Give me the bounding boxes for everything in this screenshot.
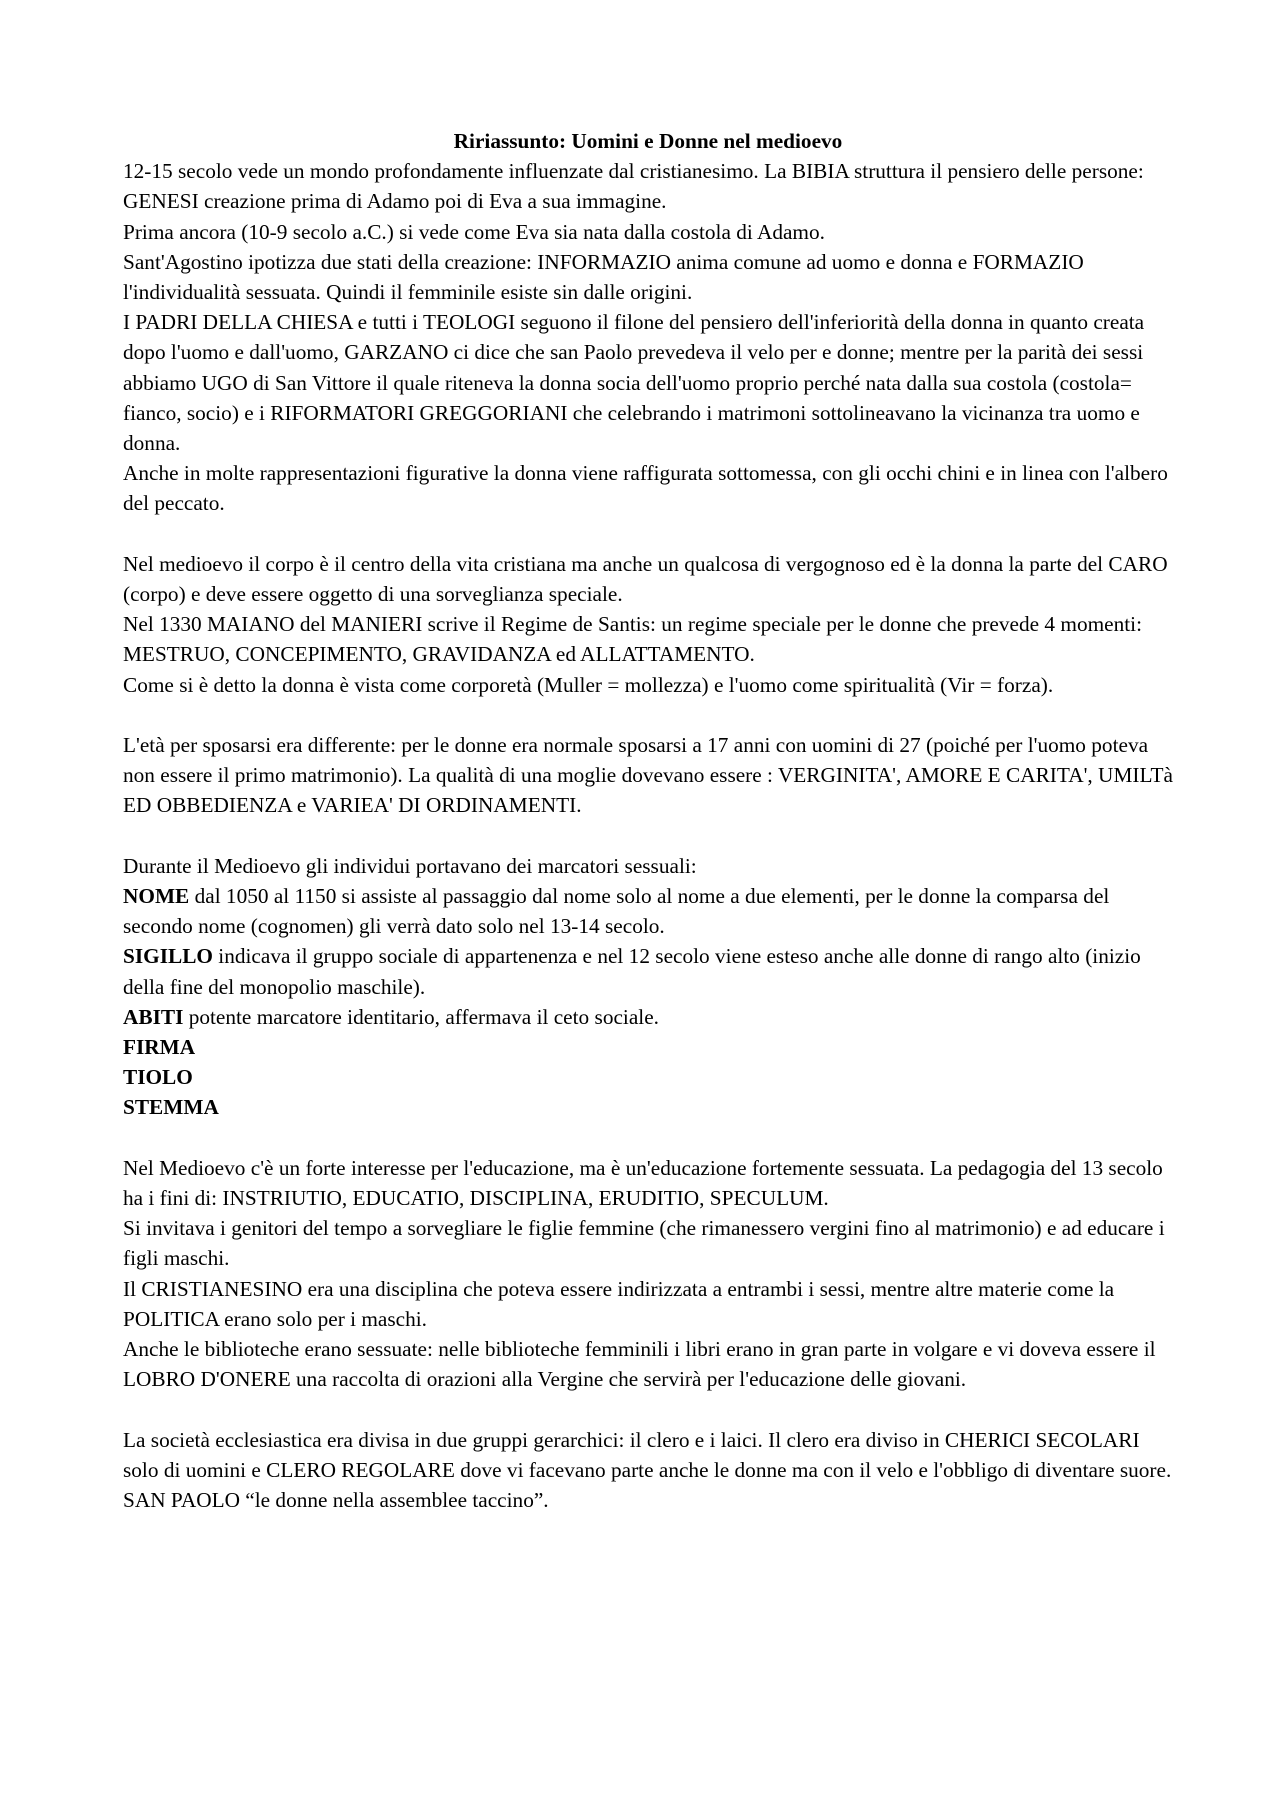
marker-item <box>123 941 1173 1001</box>
paragraph: Anche in molte rappresentazioni figurative la donna viene raffigurata sottomessa, con gli occhi chini e in linea con l'albero del peccato. <box>123 461 1168 516</box>
marker-term: FIRMA <box>123 1035 196 1060</box>
paragraph: Anche le biblioteche erano sessuate: nelle biblioteche femminili i libri erano in gran parte in volgare e vi doveva essere il LOBRO D'ONERE una raccolta di orazioni alla Vergine che servirà per l'educazione delle giovani. <box>123 1337 1156 1392</box>
marker-text: potente marcatore identitario, affermava il ceto sociale. <box>183 1004 659 1029</box>
paragraph: 12-15 secolo vede un mondo profondamente influenzate dal cristianesimo. La BIBIA struttura il pensiero delle persone: GENESI creazione prima di Adamo poi di Eva a sua immagine. <box>123 159 1144 214</box>
marker-item <box>123 1092 1173 1122</box>
blank-line <box>123 1394 1173 1424</box>
paragraph: I PADRI DELLA CHIESA e tutti i TEOLOGI seguono il filone del pensiero dell'inferiorità della donna in quanto creata dopo l'uomo e dall'uomo, GARZANO ci dice che san Paolo prevedeva il velo per e donne; mentre per la parità dei sessi abbiamo UGO di San Vittore il quale riteneva la donna socia dell'uomo proprio perché nata dalla sua costola (costola= fianco, socio) e i RIFORMATORI GREGGORIANI che celebrando i matrimoni sottolineavano la vicinanza tra uomo e donna. <box>123 310 1145 456</box>
paragraph: Si invitava i genitori del tempo a sorvegliare le figlie femmine (che rimanessero vergini fino al matrimonio) e ad educare i figli maschi. <box>123 1216 1165 1271</box>
paragraph: SAN PAOLO “le donne nella assemblee taccino”. <box>123 1488 549 1513</box>
marker-item <box>123 1002 1173 1032</box>
blank-line <box>123 519 1173 549</box>
marker-text: indicava il gruppo sociale di appartenenza e nel 12 secolo viene esteso anche alle donne di rango alto (inizio della fine del monopolio maschile). <box>123 944 1141 999</box>
blank-line <box>123 821 1173 851</box>
marker-text: dal 1050 al 1150 si assiste al passaggio dal nome solo al nome a due elementi, per le donne la comparsa del secondo nome (cognomen) gli verrà dato solo nel 13-14 secolo. <box>123 884 1110 939</box>
blank-line <box>123 700 1173 730</box>
marker-item <box>123 881 1173 941</box>
paragraph: Nel 1330 MAIANO del MANIERI scrive il Regime de Santis: un regime speciale per le donne che prevede 4 momenti: MESTRUO, CONCEPIMENTO, GRAVIDANZA ed ALLATTAMENTO. <box>123 612 1143 667</box>
paragraph: La società ecclesiastica era divisa in due gruppi gerarchici: il clero e i laici. Il clero era diviso in CHERICI SECOLARI solo di uomini e CLERO REGOLARE dove vi facevano parte anche le donne ma con il velo e l'obbligo di diventare suore. <box>123 1427 1172 1482</box>
paragraph: Prima ancora (10-9 secolo a.C.) si vede come Eva sia nata dalla costola di Adamo. <box>123 219 825 244</box>
paragraph: Sant'Agostino ipotizza due stati della creazione: INFORMAZIO anima comune ad uomo e donna e FORMAZIO l'individualità sessuata. Quindi il femminile esiste sin dalle origini. <box>123 249 1084 305</box>
paragraph: Il CRISTIANESINO era una disciplina che poteva essere indirizzata a entrambi i sessi, mentre altre materie come la POLITICA erano solo per i maschi. <box>123 1276 1115 1331</box>
paragraph: Come si è detto la donna è vista come corporetà (Muller = mollezza) e l'uomo come spiritualità (Vir = forza). <box>123 672 1054 697</box>
marker-term: SIGILLO <box>123 944 213 969</box>
blank-line <box>123 1123 1173 1153</box>
paragraph: L'età per sposarsi era differente: per le donne era normale sposarsi a 17 anni con uomini di 27 (poiché per l'uomo poteva non essere il primo matrimonio). La qualità di una moglie dovevano essere : VERGINITA', AMORE E CARITA', UMILTà ED OBBEDIENZA e VARIEA' DI ORDINAMENTI. <box>123 733 1173 818</box>
document-page <box>123 126 1173 1515</box>
paragraph: Nel medioevo il corpo è il centro della vita cristiana ma anche un qualcosa di vergognoso ed è la donna la parte del CARO (corpo) e deve essere oggetto di una sorveglianza speciale. <box>123 551 1168 607</box>
marker-term: STEMMA <box>123 1095 219 1120</box>
paragraph: Nel Medioevo c'è un forte interesse per l'educazione, ma è un'educazione fortemente sessuata. La pedagogia del 13 secolo ha i fini di: INSTRIUTIO, EDUCATIO, DISCIPLINA, ERUDITIO, SPECULUM. <box>123 1155 1163 1211</box>
document-title: Ririassunto: Uomini e Donne nel medioevo <box>453 129 843 153</box>
marker-term: ABITI <box>123 1004 184 1029</box>
marker-term: NOME <box>123 884 190 909</box>
marker-term: TIOLO <box>123 1065 193 1090</box>
marker-item <box>123 1062 1173 1092</box>
marker-item <box>123 1032 1173 1062</box>
paragraph: Durante il Medioevo gli individui portavano dei marcatori sessuali: <box>123 853 697 878</box>
